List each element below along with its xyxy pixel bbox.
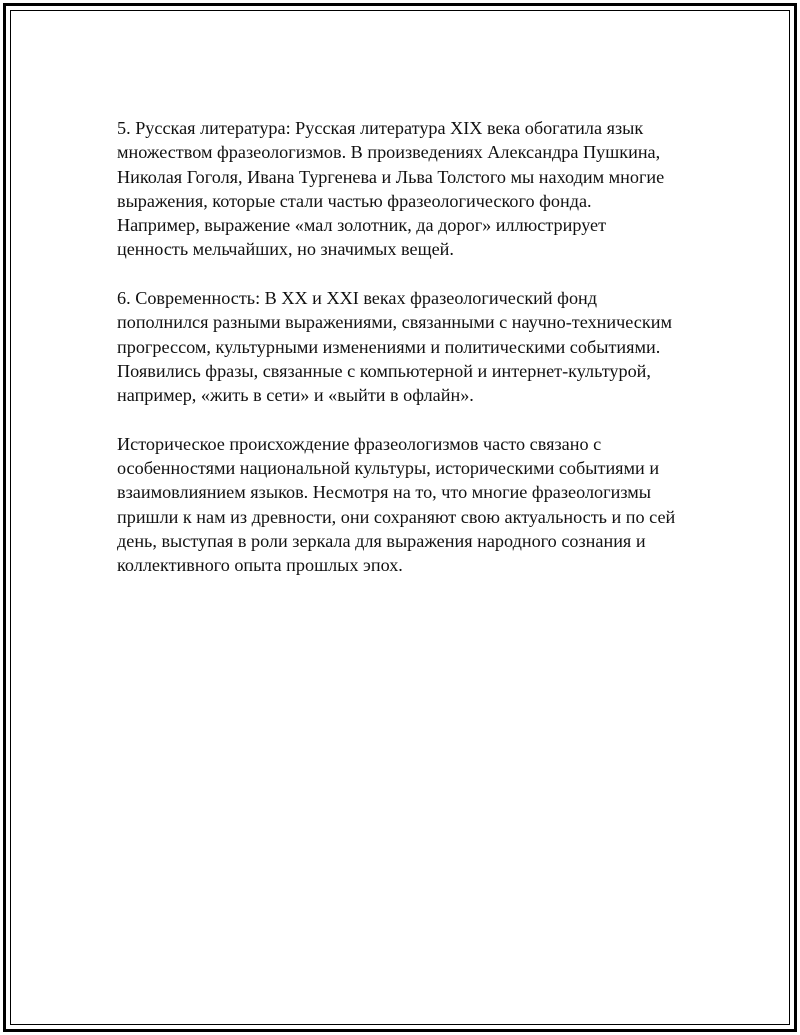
text-line: прогрессом, культурными изменениями и политическими событиями. [117, 336, 661, 357]
paragraph-russian-literature [117, 116, 707, 262]
paragraph-modernity [117, 286, 707, 407]
text-line: день, выступая в роли зеркала для выражения народного сознания и [117, 531, 646, 552]
text-line: 6. Современность: В XX и XXI веках фразеологический фонд [117, 288, 598, 309]
text-line: коллективного опыта прошлых эпох. [117, 555, 403, 576]
text-line: 5. Русская литература: Русская литература XIX века обогатила язык [117, 118, 644, 138]
text-line: особенностями национальной культуры, историческими событиями и [117, 458, 660, 479]
text-line: Например, выражение «мал золотник, да дорог» иллюстрирует [117, 215, 607, 236]
paragraph-historical-origin [117, 432, 707, 578]
text-line: Историческое происхождение фразеологизмов часто связано с [117, 433, 602, 454]
text-line: выражения, которые стали частью фразеологического фонда. [117, 190, 592, 211]
text-line: Николая Гоголя, Ивана Тургенева и Льва Толстого мы находим многие [117, 166, 665, 187]
text-line: ценность мельчайших, но значимых вещей. [117, 239, 454, 260]
text-line: пришли к нам из древности, они сохраняют свою актуальность и по сей [117, 506, 676, 527]
document-body [117, 116, 707, 602]
text-line: взаимовлиянием языков. Несмотря на то, что многие фразеологизмы [117, 482, 651, 503]
text-line: множеством фразеологизмов. В произведениях Александра Пушкина, [117, 142, 661, 163]
text-line: например, «жить в сети» и «выйти в офлайн». [117, 385, 474, 406]
text-line: пополнился разными выражениями, связанными с научно-техническим [117, 312, 672, 333]
text-line: Появились фразы, связанные с компьютерной и интернет-культурой, [117, 360, 651, 381]
